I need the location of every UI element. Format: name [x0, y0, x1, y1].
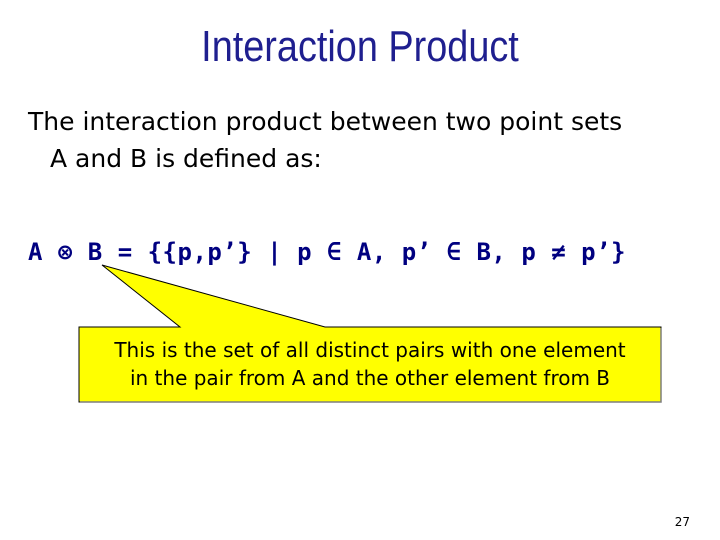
formula: A ⊗ B = {{p,p’} | p ∈ A, p’ ∈ B, p ≠ p’}	[28, 238, 626, 266]
page-number: 27	[674, 515, 690, 529]
body-line-1: The interaction product between two point sets	[28, 107, 623, 136]
callout-line-2: in the pair from A and the other element from B	[129, 366, 611, 390]
slide-title: Interaction Product	[201, 22, 519, 71]
callout-line-1: This is the set of all distinct pairs with one element	[114, 338, 626, 362]
callout-text	[80, 336, 660, 392]
body-line-2: A and B is defined as:	[50, 144, 322, 173]
